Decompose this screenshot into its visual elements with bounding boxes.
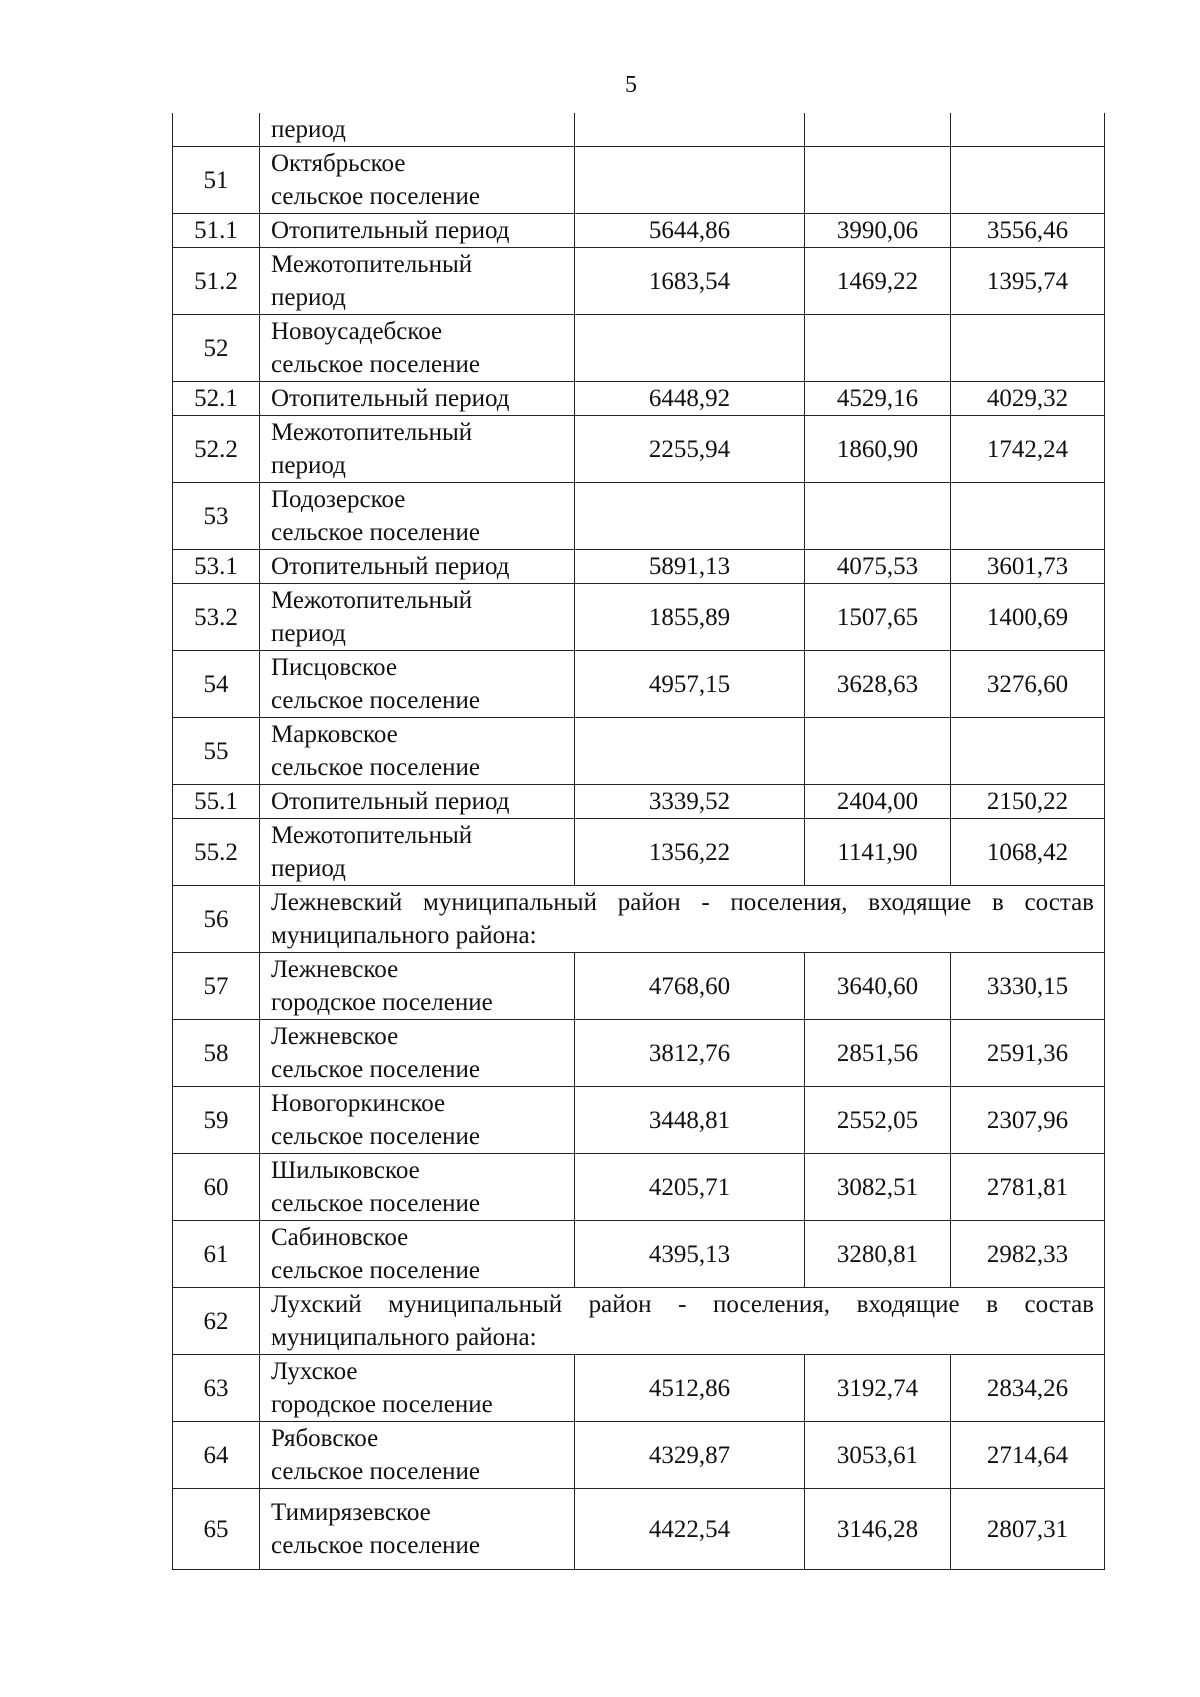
- table-row: [173, 382, 1105, 416]
- settlement-name: [260, 1422, 575, 1489]
- settlement-name: [260, 416, 575, 483]
- settlement-name-line: сельское поселение: [271, 1123, 480, 1150]
- value-cell-v3: [951, 147, 1105, 214]
- value-cell-v1: [575, 113, 805, 147]
- settlement-name-line: Межотопительный: [271, 822, 473, 849]
- settlement-name: [260, 1020, 575, 1087]
- value-cell-v3: [951, 718, 1105, 785]
- table-row: [173, 1020, 1105, 1087]
- settlement-name: [260, 1087, 575, 1154]
- row-number: 55.2: [173, 819, 260, 886]
- tariff-table: [172, 113, 1105, 1570]
- table-row: [173, 953, 1105, 1020]
- settlement-name-line: городское поселение: [271, 989, 493, 1016]
- settlement-name: [260, 315, 575, 382]
- value-cell-v2: 3192,74: [805, 1355, 951, 1422]
- settlement-name-line: Сабиновское: [271, 1224, 409, 1251]
- value-cell-v1: 3339,52: [575, 785, 805, 819]
- settlement-name-line: Лежневское: [271, 956, 399, 983]
- table-row: [173, 651, 1105, 718]
- value-cell-v2: 1141,90: [805, 819, 951, 886]
- table-row: [173, 1288, 1105, 1355]
- table-row: [173, 1489, 1105, 1570]
- table-row: [173, 248, 1105, 315]
- settlement-name: [260, 819, 575, 886]
- value-cell-v3: [951, 315, 1105, 382]
- table-row: [173, 315, 1105, 382]
- value-cell-v2: [805, 718, 951, 785]
- table-row: [173, 819, 1105, 886]
- settlement-name-line: Тимирязевское: [271, 1499, 431, 1526]
- row-number: 52.2: [173, 416, 260, 483]
- settlement-name-line: период: [271, 452, 346, 479]
- settlement-name: [260, 953, 575, 1020]
- settlement-name-line: Отопительный период: [271, 385, 510, 412]
- value-cell-v3: [951, 483, 1105, 550]
- page-number: 5: [625, 72, 637, 98]
- settlement-name-line: сельское поселение: [271, 1257, 480, 1284]
- row-number: 55: [173, 718, 260, 785]
- settlement-name-line: Рябовское: [271, 1425, 379, 1452]
- settlement-name-line: сельское поселение: [271, 183, 480, 210]
- settlement-name: [260, 1221, 575, 1288]
- table-row: [173, 584, 1105, 651]
- table-row: [173, 113, 1105, 147]
- row-number: 62: [173, 1288, 260, 1355]
- value-cell-v2: 3146,28: [805, 1489, 951, 1570]
- value-cell-v2: 4529,16: [805, 382, 951, 416]
- value-cell-v1: 1855,89: [575, 584, 805, 651]
- value-cell-v3: 2834,26: [951, 1355, 1105, 1422]
- value-cell-v3: 2307,96: [951, 1087, 1105, 1154]
- settlement-name-line: период: [271, 284, 346, 311]
- settlement-name-line: Межотопительный: [271, 251, 473, 278]
- value-cell-v3: 4029,32: [951, 382, 1105, 416]
- value-cell-v1: 4957,15: [575, 651, 805, 718]
- value-cell-v3: 2714,64: [951, 1422, 1105, 1489]
- value-cell-v2: 1860,90: [805, 416, 951, 483]
- value-cell-v3: 2807,31: [951, 1489, 1105, 1570]
- settlement-name: [260, 248, 575, 315]
- value-cell-v3: 1400,69: [951, 584, 1105, 651]
- row-number: 52: [173, 315, 260, 382]
- row-number: 59: [173, 1087, 260, 1154]
- value-cell-v1: 4395,13: [575, 1221, 805, 1288]
- settlement-name-line: Межотопительный: [271, 419, 473, 446]
- value-cell-v1: 5644,86: [575, 214, 805, 248]
- settlement-name-line: Новогоркинское: [271, 1090, 446, 1117]
- row-number: [173, 113, 260, 147]
- value-cell-v2: 1507,65: [805, 584, 951, 651]
- settlement-name-line: сельское поселение: [271, 1190, 480, 1217]
- settlement-name: [260, 382, 575, 416]
- table-row: [173, 1087, 1105, 1154]
- settlement-name-line: период: [271, 116, 346, 143]
- settlement-name-line: Новоусадебское: [271, 318, 443, 345]
- table-row: [173, 550, 1105, 584]
- settlement-name: [260, 550, 575, 584]
- value-cell-v3: 2591,36: [951, 1020, 1105, 1087]
- value-cell-v3: 2150,22: [951, 785, 1105, 819]
- tariff-table-body: [173, 113, 1105, 1570]
- value-cell-v2: [805, 315, 951, 382]
- value-cell-v1: 4329,87: [575, 1422, 805, 1489]
- table-row: [173, 483, 1105, 550]
- settlement-name: [260, 584, 575, 651]
- value-cell-v1: 2255,94: [575, 416, 805, 483]
- row-number: 52.1: [173, 382, 260, 416]
- value-cell-v1: 3812,76: [575, 1020, 805, 1087]
- row-number: 63: [173, 1355, 260, 1422]
- value-cell-v2: 2404,00: [805, 785, 951, 819]
- value-cell-v2: [805, 147, 951, 214]
- value-cell-v1: 6448,92: [575, 382, 805, 416]
- settlement-name: [260, 113, 575, 147]
- value-cell-v2: 2552,05: [805, 1087, 951, 1154]
- value-cell-v1: [575, 147, 805, 214]
- row-number: 65: [173, 1489, 260, 1570]
- value-cell-v1: 4422,54: [575, 1489, 805, 1570]
- settlement-name: [260, 214, 575, 248]
- row-number: 58: [173, 1020, 260, 1087]
- settlement-name-line: Лухское: [271, 1358, 358, 1385]
- settlement-name-line: Межотопительный: [271, 587, 473, 614]
- district-header: Лежневский муниципальный район - поселения, входящие в состав муниципального района:: [260, 886, 1105, 953]
- settlement-name-line: сельское поселение: [271, 754, 480, 781]
- table-row: [173, 416, 1105, 483]
- value-cell-v1: 1683,54: [575, 248, 805, 315]
- settlement-name-line: Подозерское: [271, 486, 406, 513]
- value-cell-v2: 2851,56: [805, 1020, 951, 1087]
- table-row: [173, 214, 1105, 248]
- table-row: [173, 1221, 1105, 1288]
- settlement-name-line: сельское поселение: [271, 687, 480, 714]
- settlement-name: [260, 147, 575, 214]
- row-number: 55.1: [173, 785, 260, 819]
- row-number: 54: [173, 651, 260, 718]
- row-number: 51.2: [173, 248, 260, 315]
- value-cell-v3: 3330,15: [951, 953, 1105, 1020]
- settlement-name: [260, 1154, 575, 1221]
- settlement-name-line: сельское поселение: [271, 351, 480, 378]
- table-row: [173, 147, 1105, 214]
- value-cell-v1: 1356,22: [575, 819, 805, 886]
- settlement-name-line: Лежневское: [271, 1023, 399, 1050]
- value-cell-v2: [805, 113, 951, 147]
- settlement-name-line: сельское поселение: [271, 1458, 480, 1485]
- row-number: 57: [173, 953, 260, 1020]
- value-cell-v1: [575, 315, 805, 382]
- table-row: [173, 1355, 1105, 1422]
- row-number: 53.2: [173, 584, 260, 651]
- table-row: [173, 785, 1105, 819]
- value-cell-v2: 3628,63: [805, 651, 951, 718]
- settlement-name-line: городское поселение: [271, 1391, 493, 1418]
- value-cell-v1: 4512,86: [575, 1355, 805, 1422]
- value-cell-v2: 1469,22: [805, 248, 951, 315]
- district-header: Лухский муниципальный район - поселения, входящие в состав муниципального района:: [260, 1288, 1105, 1355]
- settlement-name-line: сельское поселение: [271, 1056, 480, 1083]
- value-cell-v1: 3448,81: [575, 1087, 805, 1154]
- settlement-name: [260, 1489, 575, 1570]
- settlement-name-line: Отопительный период: [271, 217, 510, 244]
- row-number: 56: [173, 886, 260, 953]
- row-number: 64: [173, 1422, 260, 1489]
- value-cell-v1: 4768,60: [575, 953, 805, 1020]
- settlement-name-line: сельское поселение: [271, 519, 480, 546]
- row-number: 53.1: [173, 550, 260, 584]
- settlement-name-line: Октябрьское: [271, 150, 406, 177]
- settlement-name-line: Марковское: [271, 721, 398, 748]
- value-cell-v3: 1395,74: [951, 248, 1105, 315]
- settlement-name: [260, 651, 575, 718]
- value-cell-v3: 3276,60: [951, 651, 1105, 718]
- settlement-name-line: Отопительный период: [271, 788, 510, 815]
- value-cell-v3: 3556,46: [951, 214, 1105, 248]
- settlement-name-line: Отопительный период: [271, 553, 510, 580]
- settlement-name: [260, 483, 575, 550]
- value-cell-v3: [951, 113, 1105, 147]
- value-cell-v2: 3990,06: [805, 214, 951, 248]
- value-cell-v2: 4075,53: [805, 550, 951, 584]
- settlement-name: [260, 785, 575, 819]
- value-cell-v3: 2982,33: [951, 1221, 1105, 1288]
- table-row: [173, 718, 1105, 785]
- value-cell-v1: 5891,13: [575, 550, 805, 584]
- settlement-name: [260, 718, 575, 785]
- value-cell-v1: [575, 718, 805, 785]
- row-number: 51: [173, 147, 260, 214]
- settlement-name-line: период: [271, 620, 346, 647]
- row-number: 53: [173, 483, 260, 550]
- settlement-name-line: Писцовское: [271, 654, 397, 681]
- row-number: 51.1: [173, 214, 260, 248]
- value-cell-v2: 3280,81: [805, 1221, 951, 1288]
- settlement-name-line: сельское поселение: [271, 1532, 480, 1559]
- value-cell-v3: 2781,81: [951, 1154, 1105, 1221]
- value-cell-v3: 3601,73: [951, 550, 1105, 584]
- value-cell-v2: 3640,60: [805, 953, 951, 1020]
- settlement-name-line: Шилыковское: [271, 1157, 420, 1184]
- row-number: 60: [173, 1154, 260, 1221]
- row-number: 61: [173, 1221, 260, 1288]
- value-cell-v3: 1742,24: [951, 416, 1105, 483]
- value-cell-v1: 4205,71: [575, 1154, 805, 1221]
- table-row: [173, 1154, 1105, 1221]
- value-cell-v2: 3082,51: [805, 1154, 951, 1221]
- settlement-name: [260, 1355, 575, 1422]
- table-row: [173, 886, 1105, 953]
- value-cell-v2: [805, 483, 951, 550]
- value-cell-v1: [575, 483, 805, 550]
- settlement-name-line: период: [271, 855, 346, 882]
- value-cell-v3: 1068,42: [951, 819, 1105, 886]
- table-row: [173, 1422, 1105, 1489]
- value-cell-v2: 3053,61: [805, 1422, 951, 1489]
